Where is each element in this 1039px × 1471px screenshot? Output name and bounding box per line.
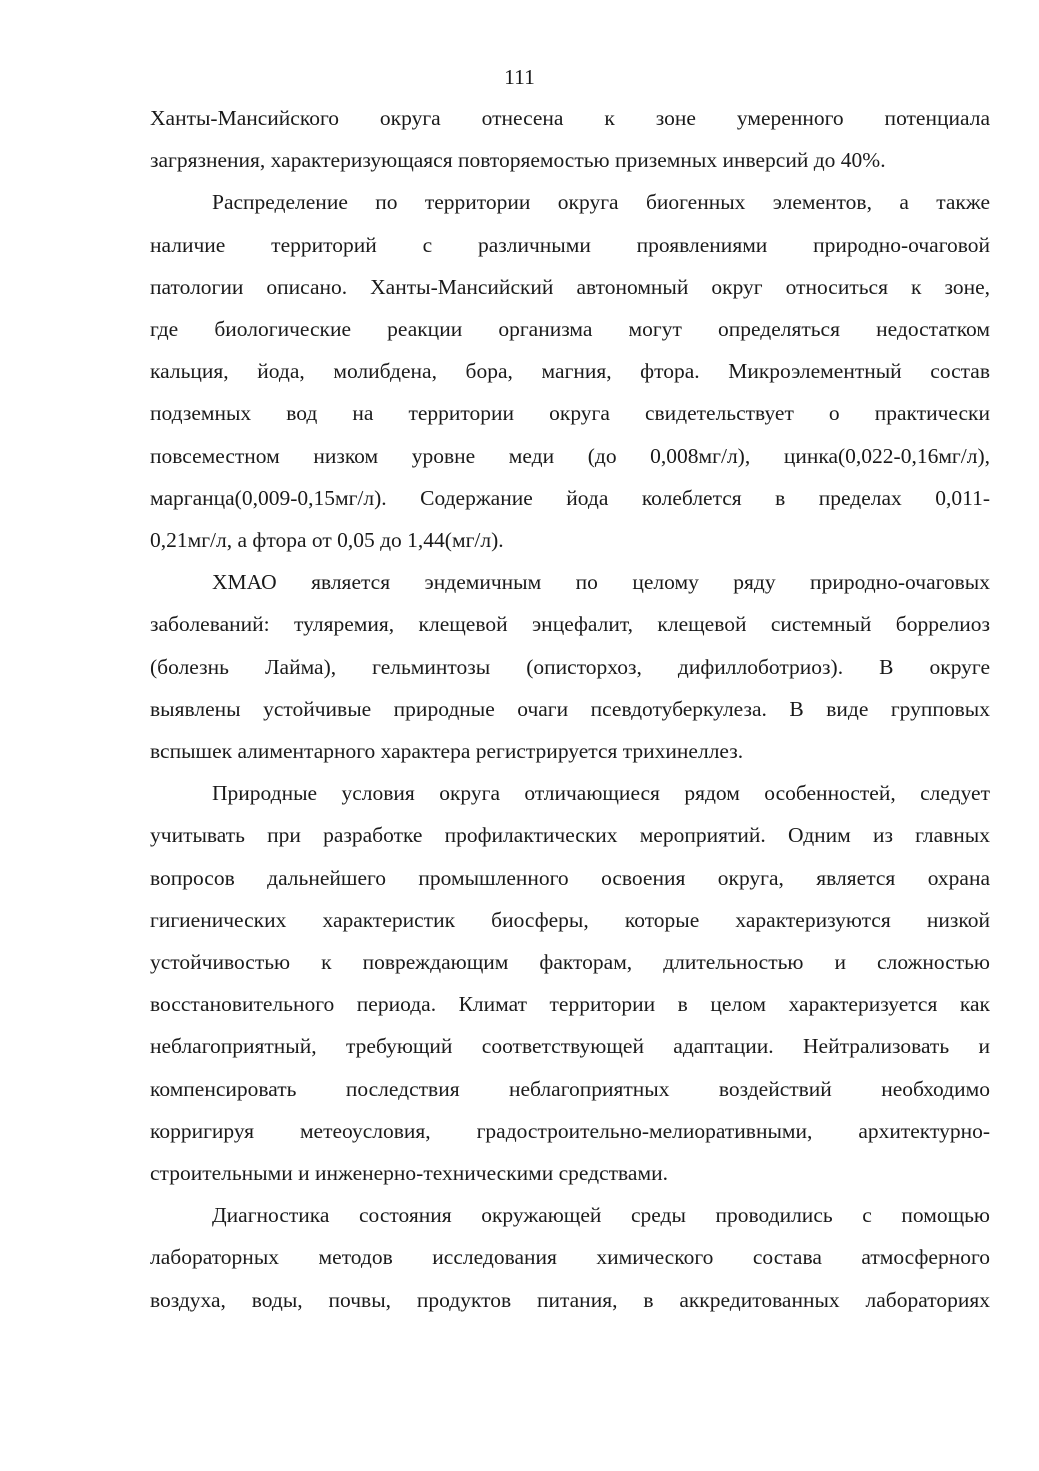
text-line: компенсировать последствия неблагоприятных воздействий необходимо [150, 1076, 990, 1101]
paragraph [150, 772, 990, 1194]
text-line: вспышек алиментарного характера регистрируется трихинеллез. [150, 739, 744, 764]
text-line: восстановительного периода. Климат территории в целом характеризуется как [150, 992, 990, 1017]
text-line: корригируя метеоусловия, градостроительно-мелиоративными, архитектурно- [150, 1118, 990, 1143]
text-line: ХМАО является эндемичным по целому ряду природно-очаговых [212, 570, 990, 595]
text-line: загрязнения, характеризующаяся повторяемостью приземных инверсий до 40%. [150, 148, 886, 173]
text-line: повсеместном низком уровне меди (до 0,008мг/л), цинка(0,022-0,16мг/л), [150, 443, 990, 468]
text-line: Диагностика состояния окружающей среды проводились с помощью [212, 1203, 990, 1228]
document-body [150, 97, 990, 1321]
text-line: учитывать при разработке профилактических мероприятий. Одним из главных [150, 823, 990, 848]
text-line: кальция, йода, молибдена, бора, магния, фтора. Микроэлементный состав [150, 359, 990, 384]
paragraph [150, 1194, 990, 1321]
page-number: 111 [504, 65, 535, 89]
text-line: устойчивостью к повреждающим факторам, длительностью и сложностью [150, 950, 990, 975]
text-line: вопросов дальнейшего промышленного освоения округа, является охрана [150, 865, 990, 890]
paragraph [150, 97, 990, 181]
text-line: строительными и инженерно-техническими средствами. [150, 1161, 668, 1186]
text-line: подземных вод на территории округа свидетельствует о практически [150, 401, 990, 426]
text-line: Распределение по территории округа биогенных элементов, а также [212, 190, 990, 215]
text-line: Природные условия округа отличающиеся рядом особенностей, следует [212, 781, 990, 806]
text-line: Ханты-Мансийского округа отнесена к зоне умеренного потенциала [150, 106, 990, 130]
text-line: (болезнь Лайма), гельминтозы (описторхоз, дифиллоботриоз). В округе [150, 654, 990, 679]
paragraph [150, 561, 990, 772]
text-line: выявлены устойчивые природные очаги псевдотуберкулеза. В виде групповых [150, 696, 990, 721]
text-line: лабораторных методов исследования химического состава атмосферного [150, 1245, 990, 1270]
text-line: наличие территорий с различными проявлениями природно-очаговой [150, 232, 990, 257]
text-line: воздуха, воды, почвы, продуктов питания, в аккредитованных лабораториях [150, 1287, 990, 1312]
text-line: 0,21мг/л, а фтора от 0,05 до 1,44(мг/л). [150, 528, 504, 553]
text-line: где биологические реакции организма могут определяться недостатком [150, 317, 990, 342]
text-line: заболеваний: туляремия, клещевой энцефалит, клещевой системный боррелиоз [150, 612, 990, 637]
text-line: гигиенических характеристик биосферы, которые характеризуются низкой [150, 907, 990, 932]
paragraph [150, 181, 990, 561]
text-line: неблагоприятный, требующий соответствующей адаптации. Нейтрализовать и [150, 1034, 990, 1059]
text-line: патологии описано. Ханты-Мансийский автономный округ относиться к зоне, [150, 274, 990, 299]
text-line: марганца(0,009-0,15мг/л). Содержание йода колеблется в пределах 0,011- [150, 485, 990, 510]
